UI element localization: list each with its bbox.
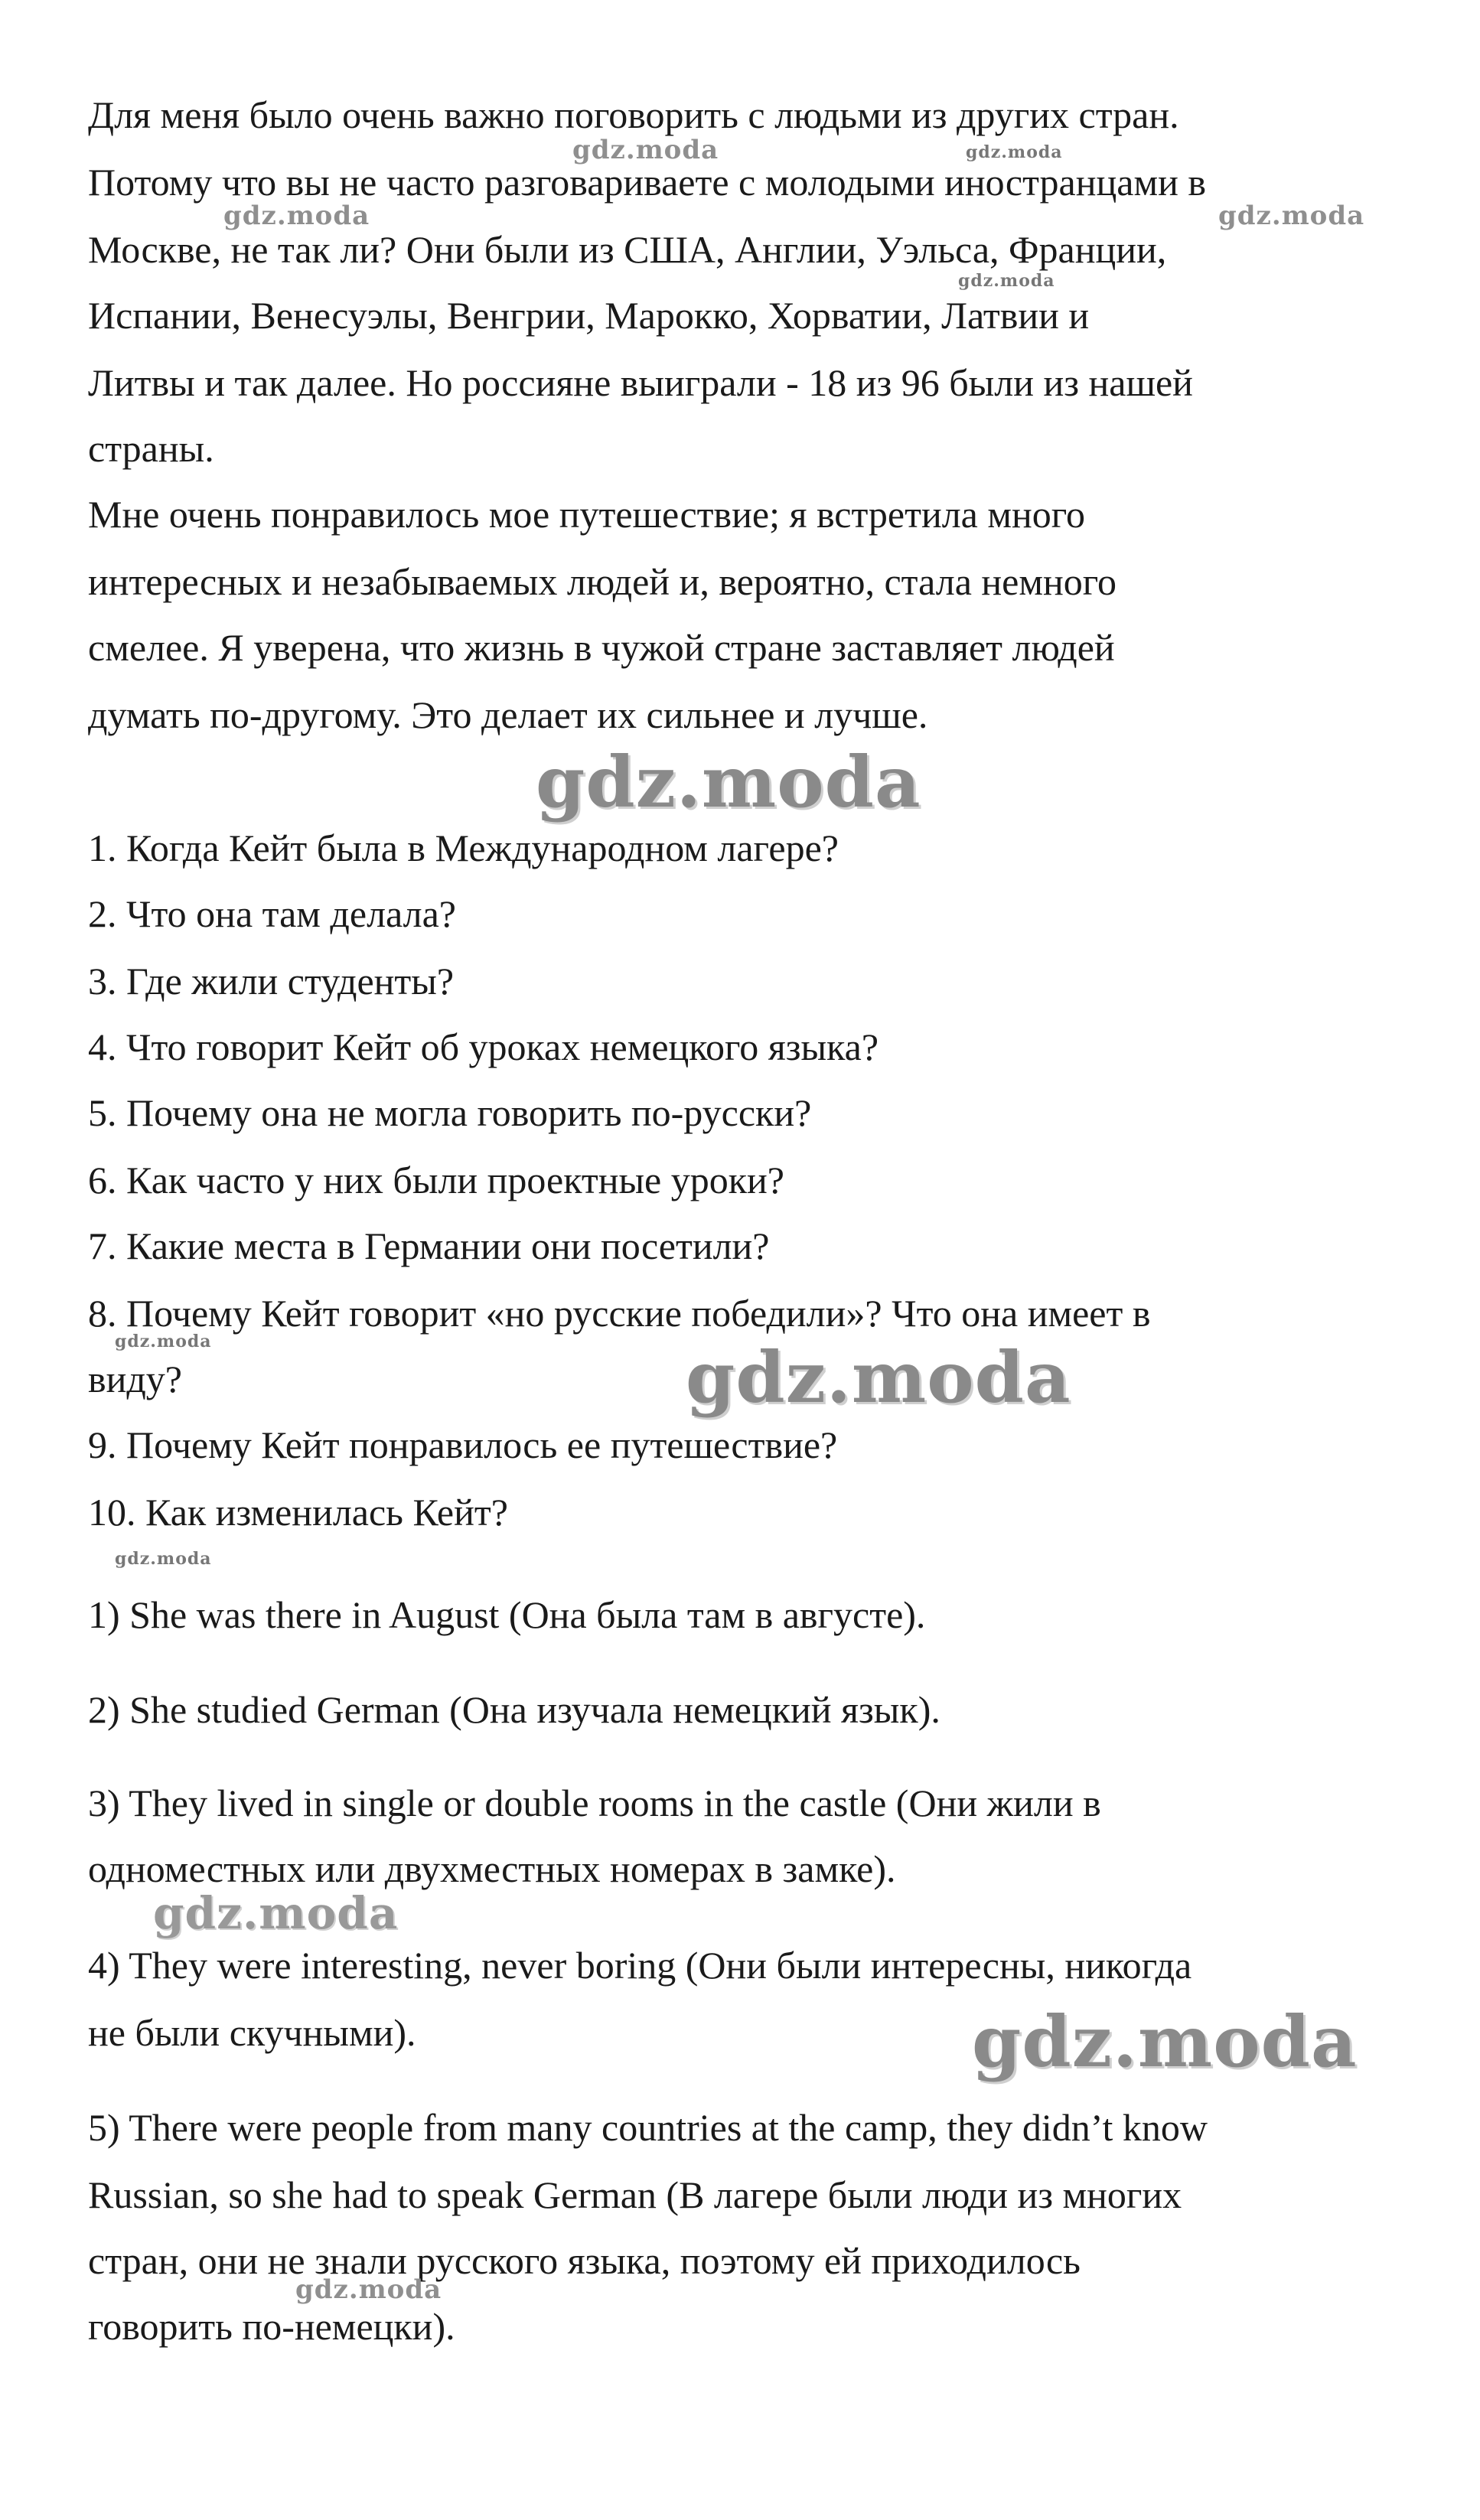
watermark-logo: gdz.moda: [295, 2274, 442, 2305]
answer-item-continued: Russian, so she had to speak German (В лагере были люди из многих: [88, 2173, 1182, 2216]
question-item: 6. Как часто у них были проектные уроки?: [88, 1159, 784, 1201]
watermark-logo: gdz.moda: [153, 1887, 399, 1939]
text-line: Испании, Венесуэлы, Венгрии, Марокко, Хорватии, Латвии и: [88, 294, 1090, 337]
watermark-logo: gdz.moda: [223, 200, 370, 231]
watermark-logo: gdz.moda: [966, 142, 1063, 162]
answer-item-continued: не были скучными).: [88, 2011, 416, 2054]
watermark-logo: gdz.moda: [958, 271, 1055, 291]
answer-item-continued: говорить по-немецки).: [88, 2305, 455, 2348]
answer-item-continued: одноместных или двухместных номерах в замке).: [88, 1847, 896, 1890]
watermark-logo: gdz.moda: [115, 1549, 212, 1569]
text-line: смелее. Я уверена, что жизнь в чужой стране заставляет людей: [88, 626, 1115, 669]
question-item: 1. Когда Кейт была в Международном лагере?: [88, 826, 839, 869]
text-line: Москве, не так ли? Они были из США, Англии, Уэльса, Франции,: [88, 228, 1167, 271]
answer-item: 2) She studied German (Она изучала немецкий язык).: [88, 1688, 940, 1731]
question-item: 5. Почему она не могла говорить по-русски?: [88, 1091, 812, 1134]
watermark-logo: gdz.moda: [572, 135, 719, 165]
watermark-logo: gdz.moda: [115, 1332, 212, 1351]
text-line: Для меня было очень важно поговорить с людьми из других стран.: [88, 93, 1179, 136]
text-line: интересных и незабываемых людей и, вероятно, стала немного: [88, 560, 1117, 603]
question-item: 4. Что говорит Кейт об уроках немецкого языка?: [88, 1025, 879, 1068]
answer-item: 5) There were people from many countries at the camp, they didn’t know: [88, 2106, 1208, 2149]
question-item: 9. Почему Кейт понравилось ее путешествие?: [88, 1423, 838, 1466]
answer-item: 3) They lived in single or double rooms in the castle (Они жили в: [88, 1782, 1101, 1824]
text-line: думать по-другому. Это делает их сильнее и лучше.: [88, 693, 928, 736]
text-line: Потому что вы не часто разговариваете с молодыми иностранцами в: [88, 161, 1206, 204]
question-item: 10. Как изменилась Кейт?: [88, 1491, 508, 1534]
question-item: 2. Что она там делала?: [88, 892, 456, 935]
watermark-logo: gdz.moda: [536, 741, 921, 823]
question-item: 3. Где жили студенты?: [88, 960, 455, 1002]
watermark-logo: gdz.moda: [972, 2000, 1358, 2083]
question-item: виду?: [88, 1358, 182, 1400]
watermark-logo: gdz.moda: [686, 1336, 1071, 1419]
answer-item: 4) They were interesting, never boring (Они были интересны, никогда: [88, 1944, 1192, 1987]
question-item: 7. Какие места в Германии они посетили?: [88, 1224, 770, 1267]
answer-item-continued: стран, они не знали русского языка, поэтому ей приходилось: [88, 2239, 1081, 2282]
text-line: Мне очень понравилось мое путешествие; я встретила много: [88, 493, 1086, 536]
question-item: 8. Почему Кейт говорит «но русские победили»? Что она имеет в: [88, 1292, 1151, 1335]
watermark-logo: gdz.moda: [1218, 200, 1365, 231]
text-line: Литвы и так далее. Но россияне выиграли - 18 из 96 были из нашей: [88, 361, 1193, 404]
text-line: страны.: [88, 427, 214, 470]
answer-item: 1) She was there in August (Она была там в августе).: [88, 1593, 926, 1636]
